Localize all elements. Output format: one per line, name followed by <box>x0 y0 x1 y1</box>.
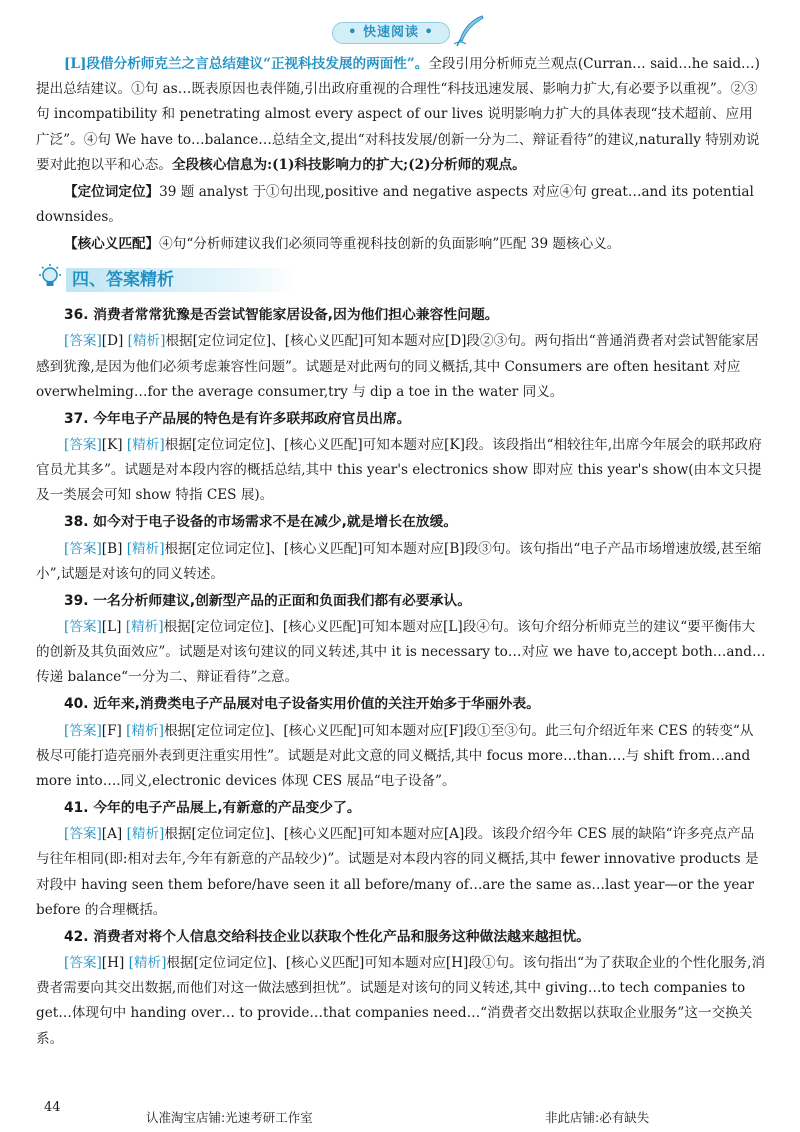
answer-label: [答案] <box>64 540 102 557</box>
question-title: 41. 今年的电子产品展上,有新意的产品变少了。 <box>64 800 361 817</box>
analysis-label: [精析] <box>126 540 165 557</box>
question-analysis <box>36 719 766 795</box>
paragraph-summary: 段借分析师克兰之言总结建议“正视科技发展的两面性”。 <box>86 56 429 72</box>
question-4 <box>36 692 766 794</box>
question-title: 37. 今年电子产品展的特色是有许多联邦政府官员出席。 <box>64 410 411 427</box>
analysis-text: 根据[定位词定位]、[核心义匹配]可知本题对应[L]段④句。该句介绍分析师克兰的建议“要平衡伟大的创新及其负面效应”。试题是对该句建议的同义转述,其中 it is necessary to…对应 we have to,accept both…and…传递 balance“一分为二、辩证看待”之意。 <box>36 619 766 686</box>
answer-label: [答案] <box>64 619 102 636</box>
question-analysis <box>36 951 766 1052</box>
locate-note <box>36 180 766 230</box>
question-title: 42. 消费者对将个人信息交给科技企业以获取个性化产品和服务这种做法越来越担忧。 <box>64 928 590 945</box>
answer-letter: [A] <box>101 826 123 843</box>
question-title: 39. 一名分析师建议,创新型产品的正面和负面我们都有必要承认。 <box>64 592 471 609</box>
question-3 <box>36 589 766 691</box>
intro-paragraph <box>36 52 766 178</box>
question-6 <box>36 925 766 1052</box>
analysis-text: 根据[定位词定位]、[核心义匹配]可知本题对应[F]段①至③句。此三句介绍近年来 CES 的转变“从极尽可能打造亮丽外表到更注重实用性”。试题是对此文意的同义概括,其中 focus more…than….与 shift from…and more into….同义,electronic devices 体现 CES 展品“电子设备”。 <box>36 722 754 790</box>
lightbulb-icon <box>36 263 64 293</box>
question-5 <box>36 796 766 923</box>
question-analysis <box>36 537 766 587</box>
answer-letter: [F] <box>101 722 122 739</box>
paragraph-tag: [L] <box>64 56 87 72</box>
answer-letter: [B] <box>101 540 123 557</box>
question-0 <box>36 303 766 405</box>
analysis-label: [精析] <box>127 333 166 350</box>
match-note <box>36 232 766 257</box>
question-analysis <box>36 822 766 923</box>
answer-letter: [K] <box>101 437 123 454</box>
section-title: 四、答案精析 <box>72 270 174 291</box>
analysis-label: [精析] <box>128 955 167 972</box>
core-info: 全段核心信息为:(1)科技影响力的扩大;(2)分析师的观点。 <box>171 156 526 173</box>
question-analysis <box>36 615 766 691</box>
quill-pen-icon <box>452 14 486 48</box>
question-analysis <box>36 329 766 405</box>
answer-label: [答案] <box>64 955 102 972</box>
question-title: 38. 如今对于电子设备的市场需求不是在减少,就是增长在放缓。 <box>64 514 458 531</box>
shop-notice: 认准淘宝店铺:光速考研工作室 <box>146 1110 313 1125</box>
answer-label: [答案] <box>64 333 102 350</box>
analysis-text: 根据[定位词定位]、[核心义匹配]可知本题对应[D]段②③句。两句指出“普通消费者对尝试智能家居感到犹豫,是因为他们必须考虑兼容性问题”。试题是对此两句的同义概括,其中 Consumers are often hesitant 对应 overwhelming…for the average consumer,try 与 dip a toe in the water 同义。 <box>36 333 759 400</box>
analysis-text: 根据[定位词定位]、[核心义匹配]可知本题对应[H]段①句。该句指出“为了获取企业的个性化服务,消费者需要向其交出数据,而他们对这一做法感到担忧”。试题是对该句的同义转述,其中 giving…to tech companies to get…体现句中 handing over… to provide…that companies need…“消费者交出数据以获取企业服务”这一交换关系。 <box>36 955 766 1047</box>
question-1 <box>36 407 766 509</box>
page-footer <box>0 1100 800 1126</box>
section-header <box>36 265 766 295</box>
locate-text: 39 题 analyst 于①句出现,positive and negative aspects 对应④句 great…and its potential downsides。 <box>36 183 754 226</box>
answer-letter: [L] <box>101 619 122 636</box>
match-tag: 【核心义匹配】 <box>64 236 160 253</box>
analysis-label: [精析] <box>126 437 165 454</box>
answer-letter: [H] <box>101 955 125 972</box>
question-title: 40. 近年来,消费类电子产品展对电子设备实用价值的关注开始多于华丽外表。 <box>64 696 540 713</box>
question-title: 36. 消费者常常犹豫是否尝试智能家居设备,因为他们担心兼容性问题。 <box>64 307 499 324</box>
paragraph-analysis: 全段引用分析师克兰观点(Curran… said…he said…)提出总结建议。①句 as…既表原因也表伴随,引出政府重视的合理性“科技迅速发展、影响力扩大,有必要予以重视”。②③句 incompatibility 和 penetrating almost every aspect of our lives 说明影响力扩大的具体表现“技术超前、应用广泛”。④句 We have to…balance…总结全文,提出“对科技发展/创新一分为二、辩证看待”的建议,naturally 特别劝说要对此抱以平和心态。 <box>36 56 760 173</box>
question-2 <box>36 510 766 587</box>
analysis-text: 根据[定位词定位]、[核心义匹配]可知本题对应[B]段③句。该句指出“电子产品市场增速放缓,甚至缩小”,试题是对该句的同义转述。 <box>36 540 762 582</box>
quick-read-banner <box>324 18 480 48</box>
answer-letter: [D] <box>101 333 124 350</box>
answer-label: [答案] <box>64 826 102 843</box>
analysis-label: [精析] <box>125 619 164 636</box>
analysis-text: 根据[定位词定位]、[核心义匹配]可知本题对应[K]段。该段指出“相较往年,出席今年展会的联邦政府官员尤其多”。试题是对本段内容的概括总结,其中 this year's electronics show 即对应 this year's show(由本文只提及一类展会可知 show 特指 CES 展)。 <box>36 437 762 504</box>
answer-label: [答案] <box>64 722 102 739</box>
analysis-label: [精析] <box>126 826 165 843</box>
answer-label: [答案] <box>64 437 102 454</box>
quick-read-label: • 快速阅读 • <box>332 22 450 44</box>
locate-tag: 【定位词定位】 <box>64 183 160 200</box>
match-text: ④句“分析师建议我们必须同等重视科技创新的负面影响”匹配 39 题核心义。 <box>159 236 621 253</box>
analysis-text: 根据[定位词定位]、[核心义匹配]可知本题对应[A]段。该段介绍今年 CES 展的缺陷“许多亮点产品与往年相同(即:相对去年,今年有新意的产品较少)”。试题是对本段内容的同义概括,其中 fewer innovative products 是对段中 having seen them before/have seen it all before/many of…are the same as…last year—or the year before 的合理概括。 <box>36 826 759 918</box>
analysis-label: [精析] <box>126 722 164 739</box>
page-number: 44 <box>44 1100 61 1115</box>
page-content <box>36 52 766 1054</box>
question-analysis <box>36 433 766 509</box>
shop-warning: 非此店铺:必有缺失 <box>545 1110 650 1125</box>
